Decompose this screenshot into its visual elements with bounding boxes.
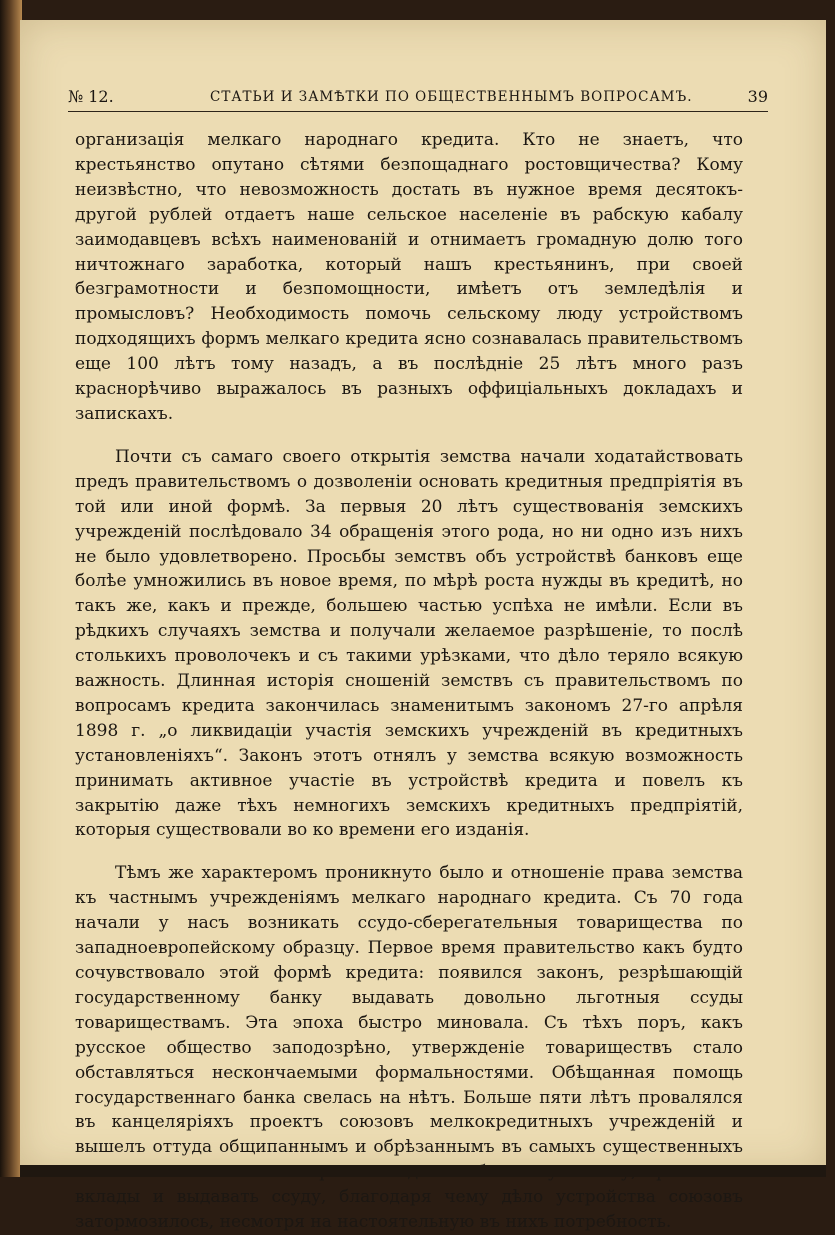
header-rule [68,111,768,112]
page-bottom-edge [20,1165,826,1177]
page-number: 39 [747,87,768,106]
article-body [75,128,743,1235]
running-title: СТАТЬИ И ЗАМѢТКИ ПО ОБЩЕСТВЕННЫМЪ ВОПРОСАМЪ. [210,89,693,105]
paragraph-2: Почти съ самаго своего открытія земства начали ходатайствовать предъ правительствомъ о дозволеніи основать кредитныя предпріятія въ той или иной формѣ. За первыя 20 лѣтъ существованія земскихъ учрежденій послѣдовало 34 обращенія этого рода, но ни одно изъ нихъ не было удовлетворено. Просьбы земствъ объ устройствѣ банковъ еще болѣе умножились въ новое время, по мѣрѣ роста нужды въ кредитѣ, но такъ же, какъ и прежде, большею частью успѣха не имѣли. Если въ рѣдкихъ случаяхъ земства и получали желаемое разрѣшеніе, то послѣ столькихъ проволочекъ и съ такими урѣзками, что дѣло теряло всякую важность. Длинная исторія сношеній земствъ съ правительствомъ по вопросамъ кредита закончилась знаменитымъ закономъ 27-го апрѣля 1898 г. „о ликвидаціи участія земскихъ учрежденій въ кредитныхъ установленіяхъ“. Законъ этотъ отнялъ у земства всякую возможность принимать активное участіе въ устройствѣ кредита и повелъ къ закрытію даже тѣхъ немногихъ земскихъ кредитныхъ предпріятій, которыя существовали во ко времени его изданія. [75,446,743,841]
running-header [68,85,768,113]
issue-number: № 12. [68,87,114,106]
paragraph-3: Тѣмъ же характеромъ проникнуто было и отношеніе права земства къ частнымъ учрежденіямъ мелкаго народнаго кредита. Съ 70 года начали у насъ возникать ссудо-сберегательныя товарищества по западноевропейскому образцу. Первое время правительство какъ будто сочувствовало этой формѣ кредита: появился законъ, резрѣшающій государственному банку выдавать довольно льготныя ссуды товариществамъ. Эта эпоха быстро миновала. Съ тѣхъ поръ, какъ русское общество заподозрѣно, утвержденіе товариществъ стало обставляться нескончаемыми формальностями. Обѣщанная помощь государственнаго банка свелась на нѣтъ. Больше пяти лѣтъ провалялся въ канцеляріяхъ проектъ союзовъ мелкокредитныхъ учрежденій и вышелъ оттуда общипаннымъ и обрѣзаннымъ въ самыхъ существенныхъ вклады и выдавать ссуду, благодаря чему дѣло устройства союзовъ затормозилось, несмотря на настоятельную въ нихъ потребность. [75,863,743,1233]
book-spine-edge [0,0,22,1177]
paragraph-1: организація мелкаго народнаго кредита. Кто не знаетъ, что крестьянство опутано сѣтями безпощаднаго ростовщичества? Кому неизвѣстно, что невозможность достать въ нужное время десятокъ-другой рублей отдаетъ наше сельское населеніе въ рабскую кабалу заимодавцевъ всѣхъ наименованій и отнимаетъ громадную долю того ничтожнаго заработка, который нашъ крестьянинъ, при своей безграмотности и безпомощности, имѣетъ отъ земледѣлія и промысловъ? Необходимость помочь сельскому люду устройствомъ подходящихъ формъ мелкаго кредита ясно сознавалась правительствомъ еще 100 лѣтъ тому назадъ, а въ послѣдніе 25 лѣтъ много разъ краснорѣчиво выражалось въ разныхъ оффиціальныхъ докладахъ и запискахъ. [75,130,743,424]
